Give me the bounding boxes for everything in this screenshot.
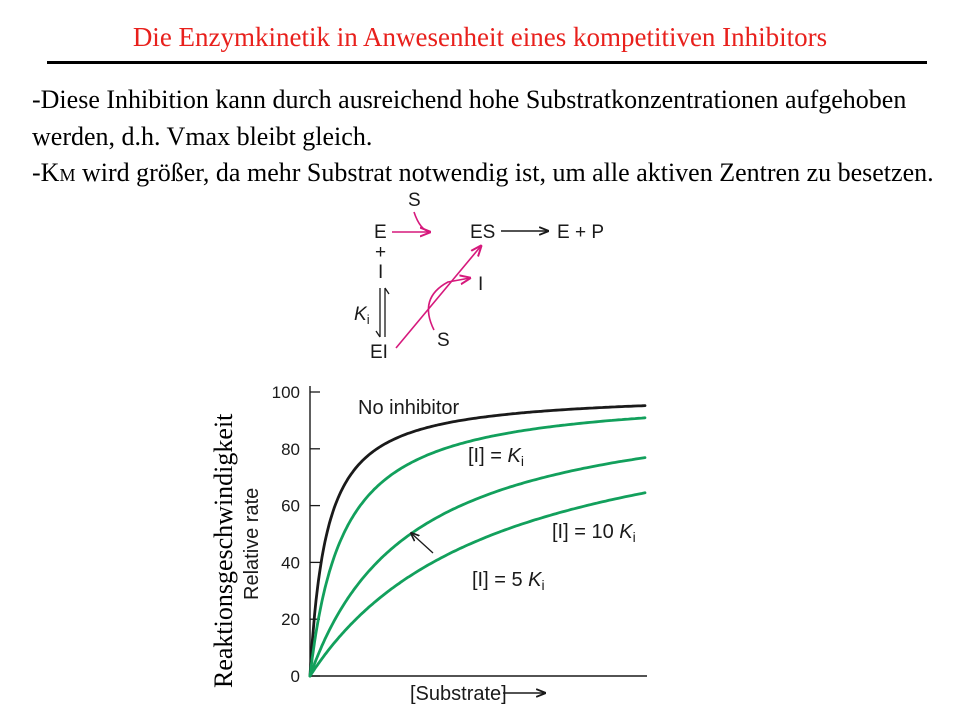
inhibitor-label-released: I bbox=[478, 274, 484, 295]
km-subscript: M bbox=[59, 165, 76, 185]
series-label: [I] = 10 $K_i$ bbox=[552, 521, 636, 545]
bullet-inhibition-overcome: -Diese Inhibition kann durch ausreichend hohe Substratkonzentrationen aufgehoben werden, d.h. Vmax bleibt gleich. bbox=[32, 85, 907, 151]
y-tick-label: 100 bbox=[271, 383, 300, 402]
substrate-label-bottom: S bbox=[437, 330, 450, 351]
enzyme-label: E bbox=[374, 222, 387, 243]
products-label: E + P bbox=[557, 222, 604, 243]
y-tick-label: 0 bbox=[290, 667, 300, 686]
km-symbol: -K bbox=[32, 158, 60, 187]
callout-arrow-5ki bbox=[411, 533, 433, 553]
es-complex-label: ES bbox=[470, 222, 496, 243]
x-axis-label: [Substrate] bbox=[410, 683, 507, 705]
series-label: No inhibitor bbox=[358, 397, 460, 419]
y-tick-label: 80 bbox=[281, 439, 300, 459]
plus-sign: + bbox=[375, 242, 387, 263]
series-label: $[I] = K_i$ bbox=[468, 445, 524, 469]
y-tick-label: 40 bbox=[281, 553, 300, 573]
y-tick-label: 60 bbox=[281, 496, 300, 516]
y-tick-label: 20 bbox=[281, 610, 300, 630]
inhibitor-label-top: I bbox=[378, 262, 384, 283]
slide-title: Die Enzymkinetik in Anwesenheit eines kompetitiven Inhibitors bbox=[132, 22, 828, 52]
series-label: [I] = 5 $K_i$ bbox=[472, 569, 545, 593]
y-axis-label: Relative rate bbox=[241, 487, 263, 600]
side-axis-label-german: Reaktionsgeschwindigkeit bbox=[209, 413, 238, 688]
ei-complex-label: EI bbox=[370, 342, 388, 363]
series-line-2 bbox=[310, 458, 645, 676]
ki-label: $K_i$ bbox=[354, 304, 370, 327]
bullet-km-text: wird größer, da mehr Substrat notwendig ist, um alle aktiven Zentren zu besetzen. bbox=[75, 158, 934, 187]
series-labels bbox=[358, 397, 636, 593]
substrate-label-top: S bbox=[408, 190, 421, 211]
